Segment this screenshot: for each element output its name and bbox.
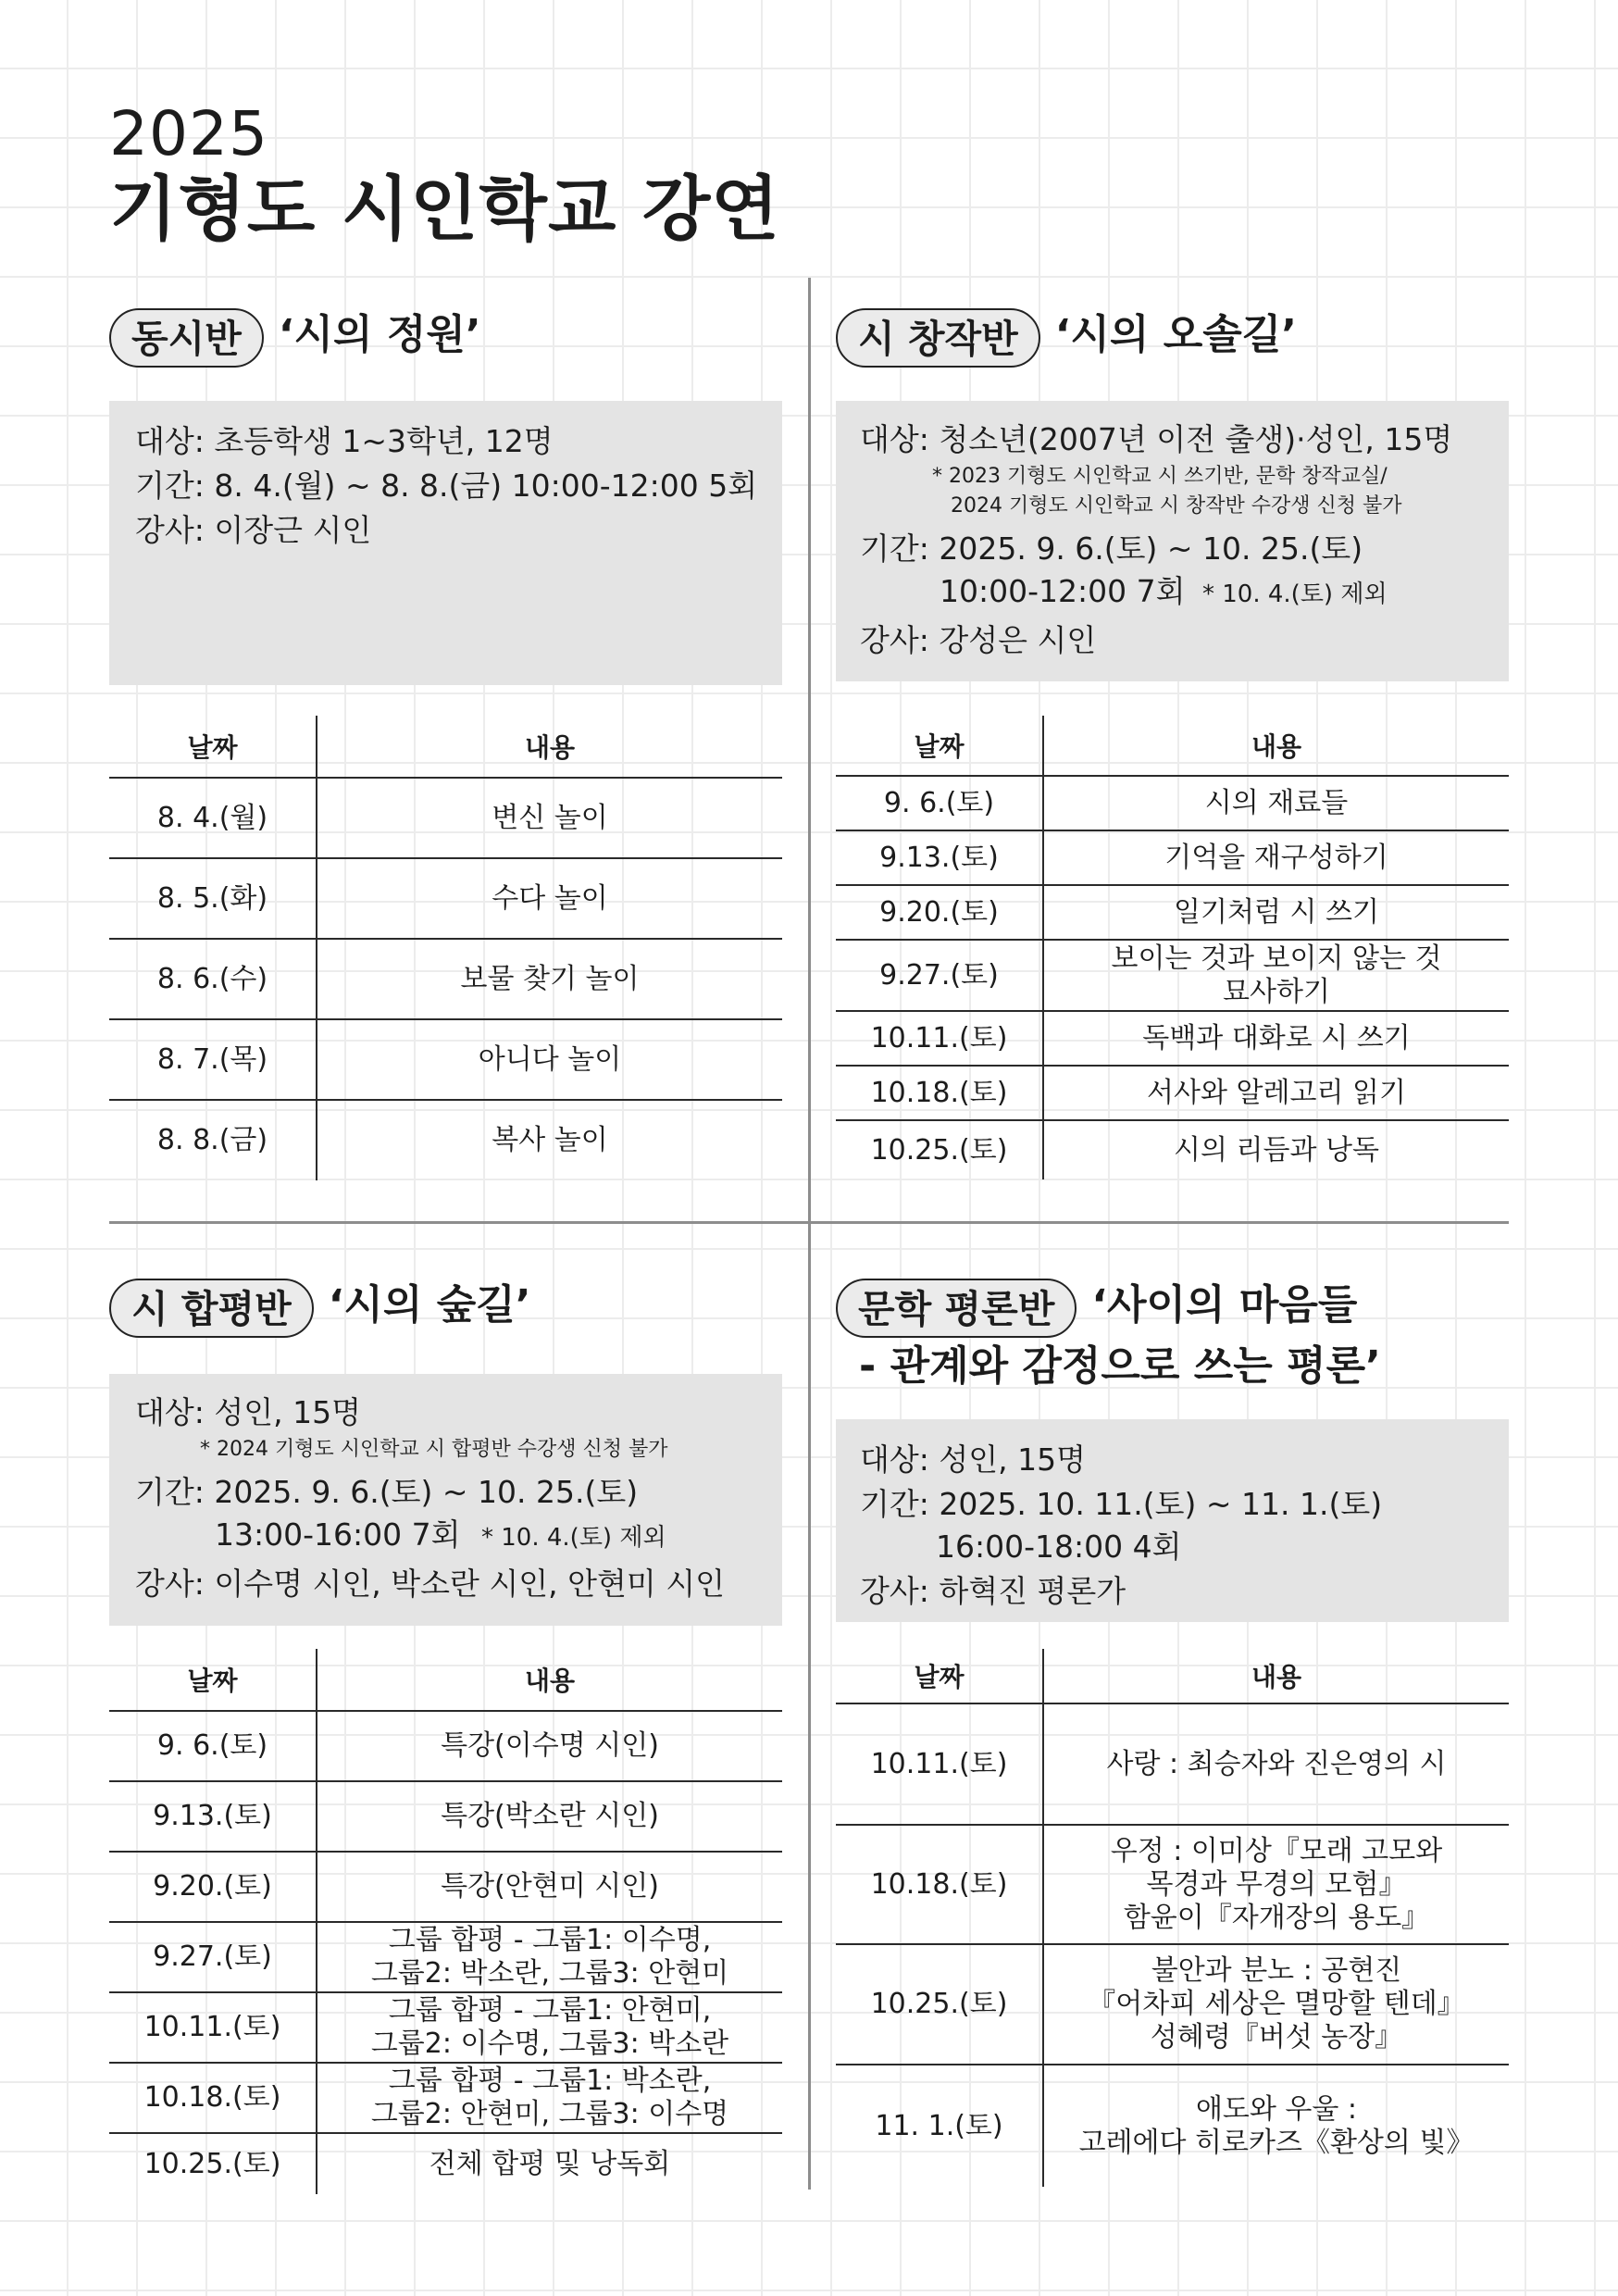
table-header-row: [836, 716, 1509, 776]
info-target: 대상: 성인, 15명: [860, 1441, 1086, 1478]
cell-date: 8. 4.(월): [109, 778, 317, 858]
info-box-literary-criticism: [836, 1419, 1509, 1622]
info-period: 기간: 2025. 9. 6.(토) ~ 10. 25.(토): [860, 530, 1363, 567]
cell-content-line: 그룹2: 박소란, 그룹3: 안현미: [370, 1957, 729, 1990]
info-box-children: [109, 401, 782, 685]
section-title: ‘시의 정원’: [278, 311, 481, 358]
section-badge: 시 합평반: [109, 1279, 314, 1338]
cell-date: 9.20.(토): [109, 1852, 317, 1922]
cell-content: 시의 리듬과 낭독: [1174, 1133, 1379, 1167]
cell-content: [1043, 1944, 1509, 2065]
cell-content: 특강(안현미 시인): [317, 1852, 782, 1922]
column-header-date: 날짜: [836, 716, 1043, 776]
table-row: [109, 1992, 782, 2063]
cell-content: 기억을 재구성하기: [1043, 830, 1509, 885]
table-row: [836, 1120, 1509, 1179]
cell-content: [1043, 2065, 1509, 2187]
cell-content-line: 그룹 합평 - 그룹1: 안현미,: [388, 1994, 712, 2027]
table-row: [836, 1703, 1509, 1825]
info-box-poetry-writing: [836, 401, 1509, 681]
info-period-time: [135, 1515, 756, 1558]
cell-content-line: 목경과 무경의 모험』: [1146, 1867, 1407, 1901]
cell-content-line: 그룹2: 이수명, 그룹3: 박소란: [370, 2028, 729, 2060]
table-row: [836, 1825, 1509, 1944]
cell-date: 9.20.(토): [836, 885, 1043, 940]
cell-content: 일기처럼 시 쓰기: [1043, 885, 1509, 940]
cell-content-line: 성혜령『버섯 농장』: [1150, 2021, 1403, 2053]
column-header-date: 날짜: [109, 1649, 317, 1711]
info-period-time-text: 13:00-16:00 7회: [215, 1516, 461, 1553]
cell-date: 8. 8.(금): [109, 1100, 317, 1180]
section-badge: 시 창작반: [836, 308, 1040, 368]
cell-content-line: 묘사하기: [1223, 975, 1330, 1008]
column-header-content: 내용: [317, 716, 782, 778]
column-header-content: 내용: [1043, 716, 1509, 776]
cell-date: 10.11.(토): [836, 1011, 1043, 1066]
cell-content: 아니다 놀이: [317, 1019, 782, 1100]
cell-content: 시의 재료들: [1043, 776, 1509, 830]
vertical-divider: [808, 278, 811, 2190]
info-target: 대상: 초등학생 1~3학년, 12명: [135, 423, 554, 459]
info-instructor: 강사: 하혁진 평론가: [860, 1573, 1126, 1609]
table-row: [109, 2063, 782, 2133]
table-row: [109, 1100, 782, 1180]
info-period: 기간: 2025. 9. 6.(토) ~ 10. 25.(토): [135, 1474, 639, 1510]
table-row: [109, 1852, 782, 1922]
cell-date: 10.25.(토): [836, 1120, 1043, 1179]
info-period: 기간: 8. 4.(월) ~ 8. 8.(금) 10:00-12:00 5회: [135, 468, 758, 504]
cell-date: 10.11.(토): [109, 1992, 317, 2063]
info-period-note: * 10. 4.(토) 제외: [480, 1524, 666, 1552]
cell-content-line: 애도와 우울 :: [1195, 2092, 1358, 2126]
page-title: 기형도 시인학교 강연: [109, 168, 780, 250]
table-header-row: [109, 716, 782, 778]
cell-date: 9.13.(토): [836, 830, 1043, 885]
info-box-poetry-critique: [109, 1374, 782, 1626]
cell-content: 서사와 알레고리 읽기: [1043, 1066, 1509, 1120]
info-note: 2024 기형도 시인학교 시 창작반 수강생 신청 불가: [951, 494, 1402, 518]
info-instructor: 강사: 이장근 시인: [135, 512, 372, 548]
cell-content: 전체 합평 및 낭독회: [429, 2147, 671, 2180]
schedule-table-poetry-critique: [109, 1649, 782, 2194]
table-row: [836, 776, 1509, 830]
cell-date: 10.25.(토): [109, 2133, 317, 2194]
cell-content-line: 불안과 분노 : 공현진: [1151, 1954, 1402, 1987]
cell-content-line: 그룹 합평 - 그룹1: 박소란,: [388, 2065, 712, 2097]
table-row: [109, 1711, 782, 1781]
column-header-content: 내용: [1043, 1649, 1509, 1703]
cell-date: 9.13.(토): [109, 1781, 317, 1852]
section-badge: 동시반: [109, 308, 264, 368]
section-header-poetry-critique: [109, 1279, 530, 1338]
cell-content: 보물 찾기 놀이: [317, 939, 782, 1019]
section-title: ‘시의 오솔길’: [1054, 311, 1297, 358]
table-row: [836, 2065, 1509, 2187]
cell-content: [317, 2063, 782, 2133]
cell-date: 10.18.(토): [109, 2063, 317, 2133]
cell-date: 10.18.(토): [836, 1066, 1043, 1120]
table-row: [109, 1922, 782, 1992]
cell-date: 10.18.(토): [836, 1825, 1043, 1944]
cell-date: 8. 5.(화): [109, 858, 317, 939]
table-row: [109, 2133, 782, 2194]
cell-content: 변신 놀이: [317, 778, 782, 858]
cell-content: 독백과 대화로 시 쓰기: [1043, 1011, 1509, 1066]
table-row: [836, 885, 1509, 940]
info-period-time: [860, 571, 1485, 615]
cell-date: 9. 6.(토): [109, 1711, 317, 1781]
cell-content: [1043, 1825, 1509, 1944]
schedule-table-children: [109, 716, 782, 1180]
cell-content: 특강(박소란 시인): [317, 1781, 782, 1852]
cell-date: 9.27.(토): [836, 940, 1043, 1011]
cell-date: 11. 1.(토): [836, 2065, 1043, 2187]
info-period-time-text: 10:00-12:00 7회: [940, 573, 1186, 609]
cell-date: 9.27.(토): [109, 1922, 317, 1992]
cell-content-line: 우정 : 이미상『모래 고모와: [1110, 1834, 1443, 1867]
cell-content-line: 그룹2: 안현미, 그룹3: 이수명: [370, 2098, 729, 2130]
table-row: [836, 1011, 1509, 1066]
section-title: ‘시의 숲길’: [328, 1281, 531, 1329]
column-header-date: 날짜: [109, 716, 317, 778]
cell-content: 수다 놀이: [317, 858, 782, 939]
section-header-literary-criticism: [836, 1279, 1357, 1338]
table-row: [836, 1066, 1509, 1120]
schedule-table-literary-criticism: [836, 1649, 1509, 2187]
info-note: * 2024 기형도 시인학교 시 합평반 수강생 신청 불가: [200, 1438, 668, 1461]
column-header-date: 날짜: [836, 1649, 1043, 1703]
cell-date: 9. 6.(토): [836, 776, 1043, 830]
cell-content: [317, 1992, 782, 2063]
cell-date: 8. 7.(목): [109, 1019, 317, 1100]
table-row: [836, 940, 1509, 1011]
table-header-row: [109, 1649, 782, 1711]
table-header-row: [836, 1649, 1509, 1703]
section-title-line2: - 관계와 감정으로 쓰는 평론’: [859, 1342, 1381, 1390]
table-row: [836, 1944, 1509, 2065]
cell-content-line: 『어차피 세상은 멸망할 텐데』: [1088, 1988, 1465, 2020]
cell-date: 8. 6.(수): [109, 939, 317, 1019]
section-header-children: [109, 308, 481, 368]
cell-content: [317, 1922, 782, 1992]
table-row: [109, 1019, 782, 1100]
info-period: 기간: 2025. 10. 11.(토) ~ 11. 1.(토): [860, 1486, 1383, 1522]
info-period-note: * 10. 4.(토) 제외: [1201, 580, 1388, 608]
cell-date: 10.11.(토): [836, 1703, 1043, 1825]
table-row: [109, 1781, 782, 1852]
section-header-poetry-writing: [836, 308, 1297, 368]
schedule-table-poetry-writing: [836, 716, 1509, 1179]
info-instructor: 강사: 이수명 시인, 박소란 시인, 안현미 시인: [135, 1566, 725, 1602]
info-period-time: 16:00-18:00 4회: [936, 1529, 1182, 1565]
cell-content: 사랑 : 최승자와 진은영의 시: [1043, 1703, 1509, 1825]
cell-content: 특강(이수명 시인): [317, 1711, 782, 1781]
table-row: [109, 778, 782, 858]
info-instructor: 강사: 강성은 시인: [860, 622, 1097, 658]
year-label: 2025: [109, 98, 268, 169]
table-row: [836, 830, 1509, 885]
table-row: [109, 858, 782, 939]
cell-content: 복사 놀이: [492, 1124, 608, 1156]
column-header-content: 내용: [317, 1649, 782, 1711]
info-target: 대상: 성인, 15명: [135, 1394, 361, 1430]
section-badge: 문학 평론반: [836, 1279, 1077, 1338]
cell-content-line: 함윤이『자개장의 용도』: [1123, 1901, 1430, 1934]
cell-date: 10.25.(토): [836, 1944, 1043, 2065]
info-target: 대상: 청소년(2007년 이전 출생)·성인, 15명: [860, 421, 1453, 457]
cell-content-line: 보이는 것과 보이지 않는 것: [1111, 942, 1442, 975]
section-title: ‘사이의 마음들: [1091, 1281, 1358, 1329]
cell-content-line: 그룹 합평 - 그룹1: 이수명,: [388, 1924, 712, 1956]
cell-content: [1043, 940, 1509, 1011]
info-note: * 2023 기형도 시인학교 시 쓰기반, 문학 창작교실/: [932, 465, 1388, 488]
horizontal-divider: [109, 1221, 1509, 1224]
cell-content-line: 고레에다 히로카즈《환상의 빛》: [1078, 2126, 1475, 2159]
table-row: [109, 939, 782, 1019]
